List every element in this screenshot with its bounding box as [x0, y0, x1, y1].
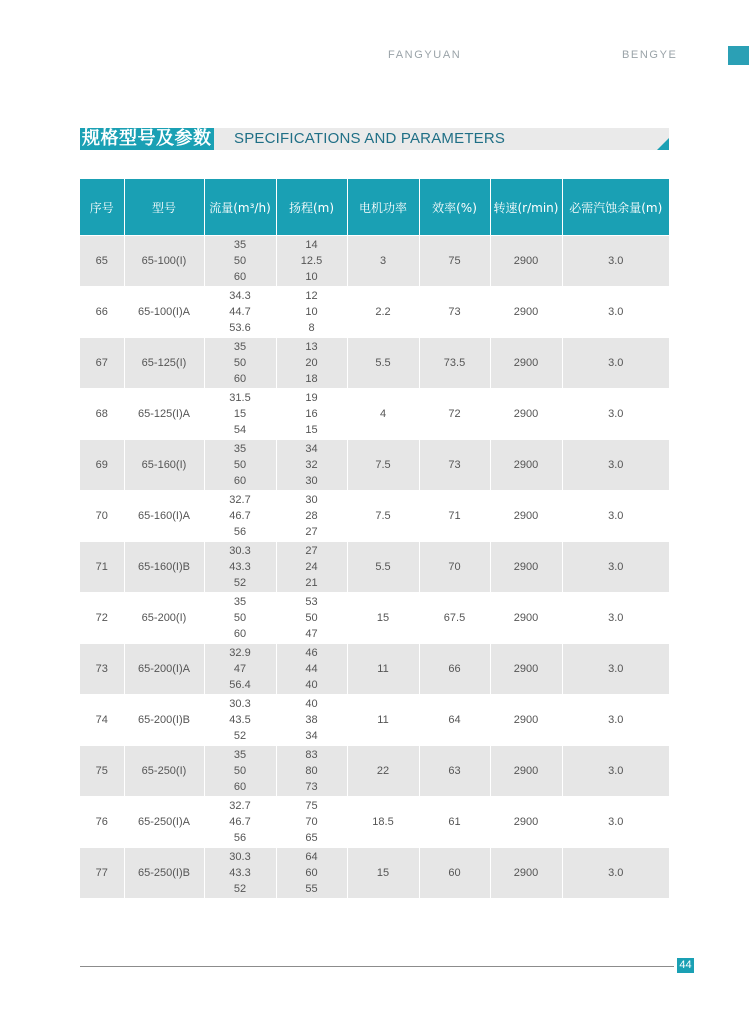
- cell-flow: [204, 644, 276, 695]
- cell-npsh: 3.0: [562, 848, 669, 899]
- table-row: [80, 746, 669, 797]
- table-row: [80, 338, 669, 389]
- cell-npsh: 3.0: [562, 797, 669, 848]
- table-row: [80, 389, 669, 440]
- cell-power: 22: [347, 746, 419, 797]
- cell-efficiency: 73.5: [419, 338, 490, 389]
- table-row: [80, 287, 669, 338]
- cell-head-value: 46: [305, 647, 318, 659]
- cell-efficiency: 70: [419, 542, 490, 593]
- cell-no: 66: [80, 287, 124, 338]
- cell-efficiency: 64: [419, 695, 490, 746]
- cell-npsh: 3.0: [562, 236, 669, 287]
- cell-no: 76: [80, 797, 124, 848]
- cell-model: 65-200(I)A: [124, 644, 204, 695]
- cell-npsh: 3.0: [562, 287, 669, 338]
- cell-flow: [204, 389, 276, 440]
- cell-head-value: 80: [305, 765, 318, 777]
- cell-flow-value: 30.3: [229, 851, 251, 863]
- cell-head-value: 16: [305, 408, 318, 420]
- cell-model: 65-250(I)A: [124, 797, 204, 848]
- cell-flow: [204, 593, 276, 644]
- col-header-npsh: 必需汽蚀余量(m): [562, 179, 669, 236]
- cell-flow-value: 30.3: [229, 545, 251, 557]
- cell-flow-value: 32.7: [229, 494, 251, 506]
- cell-model: 65-160(I)B: [124, 542, 204, 593]
- col-header-speed: 转速(r/min): [490, 179, 562, 236]
- cell-efficiency: 73: [419, 287, 490, 338]
- cell-head-value: 83: [305, 749, 318, 761]
- cell-flow-value: 43.5: [229, 714, 251, 726]
- cell-head-value: 70: [305, 816, 318, 828]
- cell-npsh: 3.0: [562, 542, 669, 593]
- cell-flow-value: 35: [233, 341, 247, 353]
- cell-npsh: 3.0: [562, 746, 669, 797]
- cell-no: 65: [80, 236, 124, 287]
- cell-speed: 2900: [490, 389, 562, 440]
- col-header-head: 扬程(m): [276, 179, 347, 236]
- cell-flow-value: 43.3: [229, 867, 251, 879]
- footer-divider: [80, 966, 674, 967]
- cell-npsh: 3.0: [562, 593, 669, 644]
- cell-head-value: 34: [305, 443, 318, 455]
- cell-flow-value: 46.7: [229, 816, 251, 828]
- cell-flow-value: 32.9: [229, 647, 251, 659]
- cell-power: 18.5: [347, 797, 419, 848]
- cell-flow-value: 56.4: [229, 679, 251, 691]
- cell-speed: 2900: [490, 236, 562, 287]
- cell-flow-value: 60: [233, 628, 247, 640]
- cell-npsh: 3.0: [562, 338, 669, 389]
- brand-left: FANGYUAN: [388, 49, 462, 61]
- cell-flow-value: 60: [233, 475, 247, 487]
- cell-head-value: 73: [305, 781, 318, 793]
- cell-head-value: 50: [305, 612, 318, 624]
- spec-table: [80, 179, 669, 898]
- cell-head-value: 12: [305, 290, 318, 302]
- cell-head: [276, 746, 347, 797]
- cell-head-value: 30: [305, 475, 318, 487]
- cell-head-value: 12.5: [300, 255, 323, 267]
- col-header-model: 型号: [124, 179, 204, 236]
- cell-flow-value: 56: [233, 526, 247, 538]
- cell-head: [276, 389, 347, 440]
- cell-model: 65-250(I): [124, 746, 204, 797]
- cell-speed: 2900: [490, 644, 562, 695]
- cell-flow-value: 60: [233, 373, 247, 385]
- cell-speed: 2900: [490, 695, 562, 746]
- cell-flow-value: 50: [233, 612, 247, 624]
- table-row: [80, 236, 669, 287]
- table-row: [80, 797, 669, 848]
- cell-flow-value: 35: [233, 596, 247, 608]
- cell-head-value: 24: [305, 561, 318, 573]
- cell-flow-value: 35: [233, 239, 247, 251]
- cell-head-value: 8: [308, 322, 315, 334]
- cell-npsh: 3.0: [562, 389, 669, 440]
- cell-speed: 2900: [490, 440, 562, 491]
- cell-flow-value: 50: [233, 255, 247, 267]
- cell-efficiency: 71: [419, 491, 490, 542]
- cell-power: 7.5: [347, 440, 419, 491]
- cell-flow-value: 60: [233, 271, 247, 283]
- cell-flow-value: 31.5: [229, 392, 251, 404]
- cell-model: 65-100(I)A: [124, 287, 204, 338]
- cell-head: [276, 338, 347, 389]
- cell-no: 72: [80, 593, 124, 644]
- cell-npsh: 3.0: [562, 695, 669, 746]
- cell-speed: 2900: [490, 848, 562, 899]
- cell-head: [276, 848, 347, 899]
- cell-flow-value: 54: [233, 424, 247, 436]
- cell-flow: [204, 440, 276, 491]
- cell-model: 65-125(I)A: [124, 389, 204, 440]
- cell-npsh: 3.0: [562, 440, 669, 491]
- cell-flow: [204, 491, 276, 542]
- cell-flow-value: 53.6: [229, 322, 251, 334]
- cell-head-value: 28: [305, 510, 318, 522]
- cell-head-value: 10: [305, 271, 318, 283]
- cell-power: 5.5: [347, 542, 419, 593]
- cell-power: 15: [347, 593, 419, 644]
- cell-flow-value: 30.3: [229, 698, 251, 710]
- cell-no: 70: [80, 491, 124, 542]
- cell-speed: 2900: [490, 491, 562, 542]
- cell-flow: [204, 695, 276, 746]
- cell-head-value: 13: [305, 341, 318, 353]
- cell-efficiency: 60: [419, 848, 490, 899]
- cell-flow-value: 50: [233, 459, 247, 471]
- cell-no: 75: [80, 746, 124, 797]
- table-row: [80, 695, 669, 746]
- cell-flow-value: 50: [233, 765, 247, 777]
- cell-power: 2.2: [347, 287, 419, 338]
- cell-power: 5.5: [347, 338, 419, 389]
- cell-flow-value: 35: [233, 443, 247, 455]
- cell-head: [276, 440, 347, 491]
- col-header-efficiency: 效率(%): [419, 179, 490, 236]
- cell-head: [276, 593, 347, 644]
- cell-head: [276, 236, 347, 287]
- cell-model: 65-160(I): [124, 440, 204, 491]
- col-header-power: 电机功率: [347, 179, 419, 236]
- cell-efficiency: 63: [419, 746, 490, 797]
- cell-head: [276, 644, 347, 695]
- table-row: [80, 491, 669, 542]
- cell-flow-value: 52: [233, 883, 247, 895]
- cell-power: 7.5: [347, 491, 419, 542]
- cell-head: [276, 491, 347, 542]
- cell-head-value: 19: [305, 392, 318, 404]
- cell-flow-value: 52: [233, 577, 247, 589]
- cell-power: 15: [347, 848, 419, 899]
- cell-no: 74: [80, 695, 124, 746]
- cell-head-value: 21: [305, 577, 318, 589]
- cell-flow: [204, 542, 276, 593]
- col-header-flow: 流量(m³/h): [204, 179, 276, 236]
- table-row: [80, 593, 669, 644]
- cell-speed: 2900: [490, 287, 562, 338]
- cell-no: 68: [80, 389, 124, 440]
- cell-speed: 2900: [490, 338, 562, 389]
- table-row: [80, 542, 669, 593]
- cell-flow-value: 52: [233, 730, 247, 742]
- cell-head-value: 38: [305, 714, 318, 726]
- cell-speed: 2900: [490, 542, 562, 593]
- cell-efficiency: 61: [419, 797, 490, 848]
- cell-flow-value: 47: [233, 663, 247, 675]
- cell-flow: [204, 848, 276, 899]
- cell-flow-value: 56: [233, 832, 247, 844]
- cell-flow: [204, 287, 276, 338]
- cell-flow-value: 44.7: [229, 306, 251, 318]
- cell-head-value: 27: [305, 545, 318, 557]
- cell-efficiency: 67.5: [419, 593, 490, 644]
- cell-head-value: 64: [305, 851, 318, 863]
- cell-head-value: 55: [305, 883, 318, 895]
- section-title-en: SPECIFICATIONS AND PARAMETERS: [234, 130, 506, 147]
- cell-model: 65-250(I)B: [124, 848, 204, 899]
- cell-head-value: 18: [305, 373, 318, 385]
- cell-flow-value: 35: [233, 749, 247, 761]
- cell-head: [276, 797, 347, 848]
- cell-no: 71: [80, 542, 124, 593]
- table-header-row: [80, 179, 669, 236]
- cell-model: 65-160(I)A: [124, 491, 204, 542]
- cell-flow: [204, 338, 276, 389]
- cell-head-value: 40: [305, 679, 318, 691]
- cell-flow-value: 34.3: [229, 290, 251, 302]
- section-title-cn: 规格型号及参数: [82, 128, 212, 149]
- title-corner-triangle: [657, 138, 669, 150]
- cell-no: 77: [80, 848, 124, 899]
- cell-speed: 2900: [490, 593, 562, 644]
- cell-model: 65-200(I): [124, 593, 204, 644]
- corner-tab: [728, 46, 749, 65]
- cell-power: 11: [347, 695, 419, 746]
- page-number: 44: [677, 958, 694, 973]
- cell-head-value: 27: [305, 526, 318, 538]
- cell-flow: [204, 797, 276, 848]
- cell-head-value: 32: [305, 459, 318, 471]
- cell-head-value: 75: [305, 800, 318, 812]
- cell-head-value: 53: [305, 596, 318, 608]
- cell-efficiency: 75: [419, 236, 490, 287]
- cell-no: 67: [80, 338, 124, 389]
- cell-no: 73: [80, 644, 124, 695]
- cell-speed: 2900: [490, 746, 562, 797]
- cell-head-value: 20: [305, 357, 318, 369]
- cell-flow-value: 43.3: [229, 561, 251, 573]
- cell-head: [276, 542, 347, 593]
- cell-npsh: 3.0: [562, 491, 669, 542]
- cell-head: [276, 287, 347, 338]
- cell-no: 69: [80, 440, 124, 491]
- cell-speed: 2900: [490, 797, 562, 848]
- cell-model: 65-100(I): [124, 236, 204, 287]
- cell-efficiency: 66: [419, 644, 490, 695]
- cell-efficiency: 72: [419, 389, 490, 440]
- col-header-no: 序号: [80, 179, 124, 236]
- cell-head-value: 34: [305, 730, 318, 742]
- cell-model: 65-125(I): [124, 338, 204, 389]
- cell-flow: [204, 746, 276, 797]
- cell-power: 11: [347, 644, 419, 695]
- cell-efficiency: 73: [419, 440, 490, 491]
- cell-power: 4: [347, 389, 419, 440]
- cell-head: [276, 695, 347, 746]
- cell-head-value: 14: [305, 239, 318, 251]
- cell-flow-value: 32.7: [229, 800, 251, 812]
- cell-head-value: 47: [305, 628, 318, 640]
- cell-head-value: 44: [305, 663, 318, 675]
- brand-right: BENGYE: [622, 49, 678, 61]
- cell-head-value: 40: [305, 698, 318, 710]
- section-title-bar: [80, 128, 669, 150]
- cell-flow-value: 46.7: [229, 510, 251, 522]
- cell-flow-value: 50: [233, 357, 247, 369]
- cell-model: 65-200(I)B: [124, 695, 204, 746]
- table-row: [80, 644, 669, 695]
- cell-head-value: 30: [305, 494, 318, 506]
- cell-flow-value: 15: [233, 408, 247, 420]
- table-body: [80, 236, 669, 899]
- cell-flow: [204, 236, 276, 287]
- cell-head-value: 60: [305, 867, 318, 879]
- cell-head-value: 15: [305, 424, 318, 436]
- cell-npsh: 3.0: [562, 644, 669, 695]
- table-row: [80, 848, 669, 899]
- cell-head-value: 10: [305, 306, 318, 318]
- cell-flow-value: 60: [233, 781, 247, 793]
- cell-power: 3: [347, 236, 419, 287]
- cell-head-value: 65: [305, 832, 318, 844]
- table-row: [80, 440, 669, 491]
